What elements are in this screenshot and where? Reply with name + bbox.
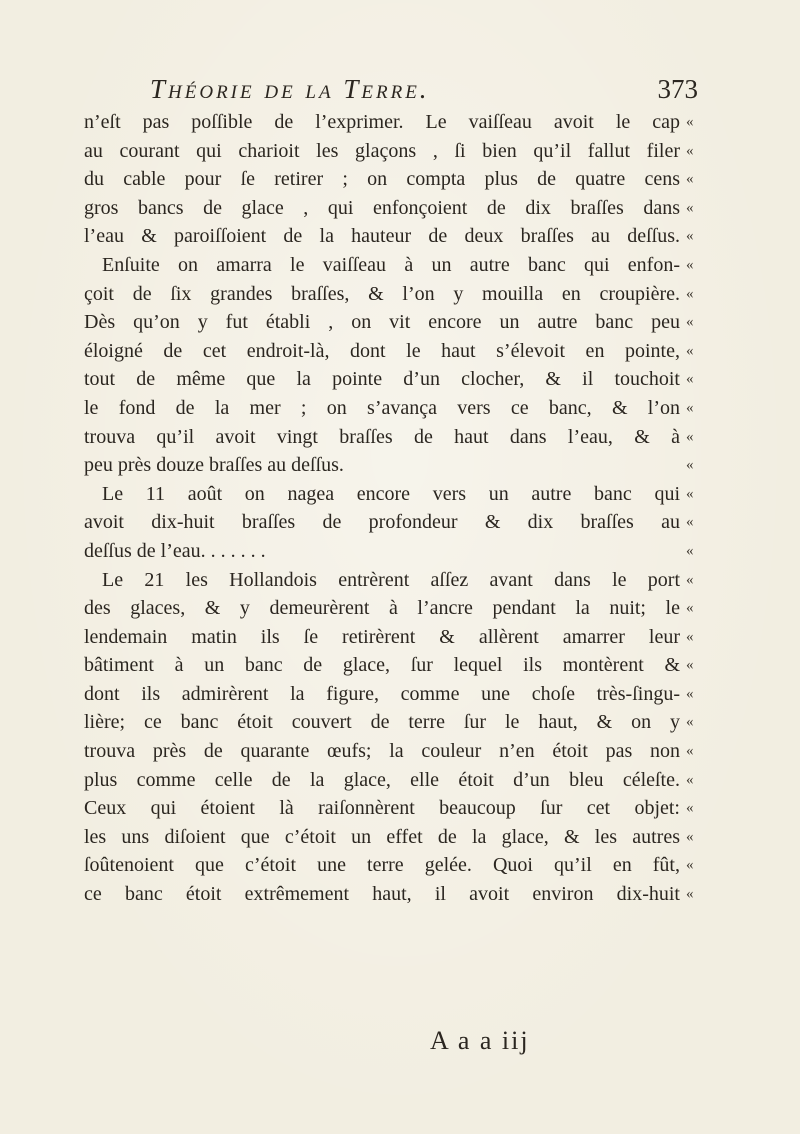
quotation-mark: « — [686, 886, 694, 903]
line-text: peu près douze braſſes au deſſus. — [84, 454, 344, 477]
text-line — [84, 737, 784, 766]
text-line — [84, 651, 784, 680]
quotation-mark: « — [686, 142, 694, 159]
quotation-mark: « — [686, 714, 694, 731]
text-line — [84, 108, 784, 137]
text-line — [84, 851, 784, 880]
line-text: Enſuite on amarra le vaiſſeau à un autre banc qui enfon- — [102, 253, 680, 276]
line-text: l’eau & paroiſſoient de la hauteur de deux braſſes au deſſus. — [84, 225, 680, 248]
text-line — [84, 594, 784, 623]
quotation-mark: « — [686, 114, 694, 130]
text-line — [84, 308, 784, 337]
line-text: ce banc étoit extrêmement haut, il avoit environ dix-huit — [84, 883, 680, 906]
quotation-mark: « — [686, 314, 694, 331]
quotation-mark: « — [686, 256, 694, 273]
line-text: plus comme celle de la glace, elle étoit d’un bleu céleſte. — [84, 768, 680, 791]
text-line — [84, 537, 784, 566]
quotation-mark: « — [686, 171, 694, 188]
text-line — [84, 708, 784, 737]
quotation-mark: « — [686, 657, 694, 674]
quotation-mark: « — [686, 828, 694, 845]
text-line — [84, 480, 784, 509]
line-text: Dès qu’on y fut établi , on vit encore un autre banc peu — [84, 311, 680, 334]
line-text: avoit dix-huit braſſes de profondeur & dix braſſes au — [84, 511, 680, 534]
body-text — [84, 108, 784, 909]
line-text: du cable pour ſe retirer ; on compta plus de quatre cens — [84, 168, 680, 191]
text-line — [84, 280, 784, 309]
line-text: au courant qui charioit les glaçons , ſi bien qu’il fallut filer — [84, 139, 680, 162]
quotation-mark: « — [686, 457, 694, 474]
text-line — [84, 365, 784, 394]
text-line — [84, 165, 784, 194]
line-text: Le 11 août on nagea encore vers un autre banc qui — [102, 482, 680, 505]
line-text: deſſus de l’eau. . . . . . . — [84, 539, 266, 562]
line-text: éloigné de cet endroit-là, dont le haut s’élevoit en pointe, — [84, 339, 680, 362]
running-title: Théorie de la Terre. — [150, 74, 430, 104]
quotation-mark: « — [686, 228, 694, 245]
text-line — [84, 623, 784, 652]
line-text: Ceux qui étoient là raiſonnèrent beaucoup ſur cet objet: — [84, 797, 680, 820]
quotation-mark: « — [686, 371, 694, 388]
line-text: les uns diſoient que c’étoit un effet de la glace, & les autres — [84, 825, 680, 848]
text-line — [84, 766, 784, 795]
line-text: gros bancs de glace , qui enfonçoient de dix braſſes dans — [84, 196, 680, 219]
quotation-mark: « — [686, 571, 694, 588]
quotation-mark: « — [686, 514, 694, 531]
quotation-mark: « — [686, 399, 694, 416]
quotation-mark: « — [686, 285, 694, 302]
text-line — [84, 194, 784, 223]
quotation-mark: « — [686, 199, 694, 216]
text-line — [84, 451, 784, 480]
text-line — [84, 222, 784, 251]
line-text: des glaces, & y demeurèrent à l’ancre pendant la nuit; le — [84, 597, 680, 620]
page-header — [150, 74, 710, 110]
text-line — [84, 423, 784, 452]
line-text: le fond de la mer ; on s’avança vers ce banc, & l’on — [84, 396, 680, 419]
text-line — [84, 794, 784, 823]
quotation-mark: « — [686, 428, 694, 445]
quotation-mark: « — [686, 857, 694, 874]
quotation-mark: « — [686, 743, 694, 760]
text-line — [84, 251, 784, 280]
line-text: lendemain matin ils ſe retirèrent & allèrent amarrer leur — [84, 625, 680, 648]
text-line — [84, 508, 784, 537]
quotation-mark: « — [686, 800, 694, 817]
quotation-mark: « — [686, 542, 694, 559]
quotation-mark: « — [686, 485, 694, 502]
line-text: trouva qu’il avoit vingt braſſes de haut dans l’eau, & à — [84, 425, 680, 448]
page-number: 373 — [657, 74, 698, 104]
text-line — [84, 680, 784, 709]
line-text: n’eſt pas poſſible de l’exprimer. Le vaiſſeau avoit le cap — [84, 111, 680, 133]
quotation-mark: « — [686, 342, 694, 359]
text-line — [84, 880, 784, 909]
line-text: bâtiment à un banc de glace, ſur lequel ils montèrent & — [84, 654, 680, 677]
line-text: ſoûtenoient que c’étoit une terre gelée. Quoi qu’il en fût, — [84, 854, 680, 877]
text-line — [84, 394, 784, 423]
text-line — [84, 566, 784, 595]
line-text: dont ils admirèrent la figure, comme une choſe très-ſingu- — [84, 682, 680, 705]
line-text: lière; ce banc étoit couvert de terre ſur le haut, & on y — [84, 711, 680, 734]
text-line — [84, 823, 784, 852]
quotation-mark: « — [686, 771, 694, 788]
line-text: Le 21 les Hollandois entrèrent aſſez avant dans le port — [102, 568, 680, 591]
line-text: çoit de ſix grandes braſſes, & l’on y mouilla en croupière. — [84, 282, 680, 305]
signature-mark: A a a iij — [430, 1026, 530, 1055]
line-text: tout de même que la pointe d’un clocher, & il touchoit — [84, 368, 680, 391]
quotation-mark: « — [686, 628, 694, 645]
quotation-mark: « — [686, 600, 694, 617]
text-line — [84, 137, 784, 166]
text-line — [84, 337, 784, 366]
line-text: trouva près de quarante œufs; la couleur n’en étoit pas non — [84, 740, 680, 763]
quotation-mark: « — [686, 685, 694, 702]
